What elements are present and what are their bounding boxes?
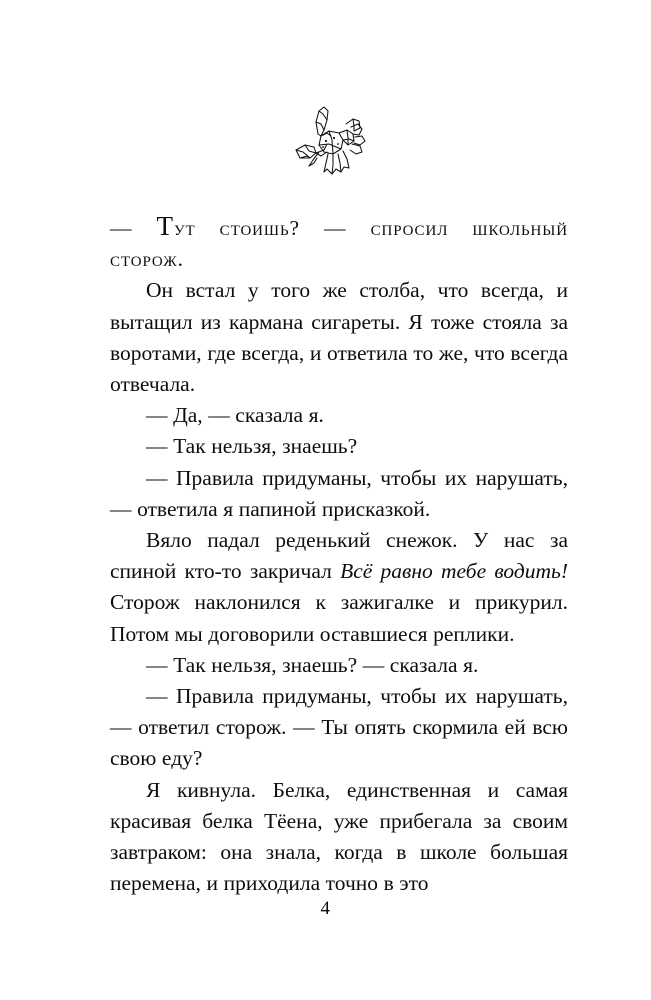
crayfish-ornament xyxy=(0,96,651,188)
paragraph-8: — Правила придуманы, чтобы их нарушать, — ответил сторож. — Ты опять скормила ей всю свою еду? xyxy=(110,684,568,771)
paragraph-opening xyxy=(110,213,568,275)
paragraph-2: Он встал у того же столба, что всегда, и вытащил из кармана сигареты. Я тоже стояла за воротами, где всегда, и ответила то же, что всегда отвечала. xyxy=(110,278,568,397)
paragraph-9: Я кивнула. Белка, единственная и самая красивая белка Тёена, уже прибегала за своим завтраком: она знала, когда в школе большая перемена, и приходила точно в это xyxy=(110,777,568,896)
opening-dash: — xyxy=(110,216,157,240)
paragraph-6 xyxy=(110,525,568,650)
paragraph-5: — Правила придуманы, чтобы их нарушать, — ответила я папиной присказкой. xyxy=(110,465,568,521)
paragraph-7: — Так нельзя, знаешь? — сказала я. xyxy=(146,652,479,677)
body-text-column xyxy=(110,213,568,899)
paragraph-6-before: Вяло падал реденький снежок. У нас за спиной кто-то закричал xyxy=(110,528,568,584)
page-number: 4 xyxy=(320,898,331,919)
paragraph-4: — Так нельзя, знаешь? xyxy=(146,434,358,459)
paragraph-6-after: Сторож наклонился к зажигалке и прикурил. Потом мы договорили оставшиеся реплики. xyxy=(110,590,568,646)
paragraph-6-italic-quote: Всё равно тебе водить! xyxy=(340,559,568,584)
opening-capital: Т xyxy=(156,211,174,241)
paragraph-3: — Да, — сказала я. xyxy=(146,403,324,428)
opening-rest: ут стоишь? — спросил школьный сторож. xyxy=(110,216,568,272)
